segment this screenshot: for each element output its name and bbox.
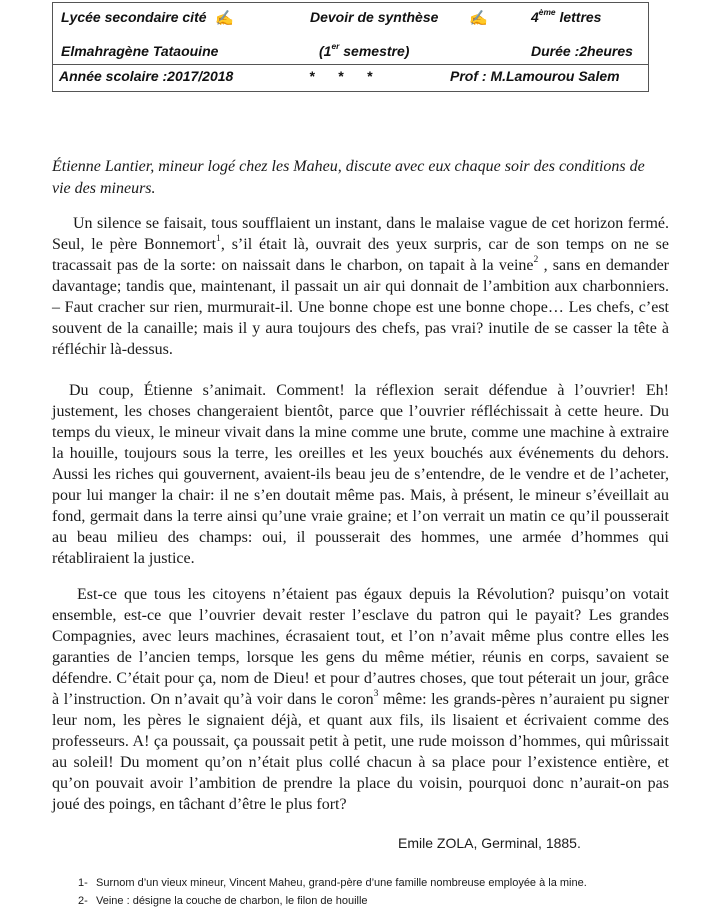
class-superscript: ème (538, 7, 556, 18)
footnote-number: 1- (78, 877, 88, 889)
footnote-number: 2- (78, 895, 88, 907)
paragraph-3-part-a: Est-ce que tous les citoyens n’étaient pas égaux depuis la Révolution? puisqu’on votait ensemble, est-ce que l’ouvrier devait rester l’esclave du patron qui le payait? Les grandes Compagnies, avec leurs machines, écrasaient tout, et l’on n’avait même plus contre elles les garanties de l’ancien temps, lorsque les gens du même métier, réunis en corps, savaient se défendre. C’était pour ça, nom de Dieu! et pour d’autres choses, que tout péterait un jour, grâce à l’instruction. On n’avait qu’à voir dans le coron (52, 586, 669, 708)
school-year: Année scolaire :2017/2018 (59, 68, 234, 84)
class-number: 4 (531, 9, 539, 25)
header-row-3 (53, 64, 648, 92)
footnote-ref-3: 3 (373, 688, 379, 700)
footnotes-list (78, 874, 587, 910)
town-name: Elmahragène Tataouine (61, 43, 219, 59)
footnote-item (78, 874, 587, 892)
teacher-name: Prof : M.Lamourou Salem (450, 68, 620, 84)
paragraph-3-part-b: même: les grands-pères n’auraient pu signer leur nom, les pères le signaient déjà, et quant aux fils, ils lisaient et écrivaient comme des professeurs. A! ça poussait, ça poussait petit à petit, une rude moisson d’hommes, qui mûrissait au soleil! Du moment qu’on n’était plus collé chacun à sa place pour l’existence entière, et qu’on pouvait avoir l’ambition de prendre la place du voisin, pourquoi donc n’aurait-on pas joué des poings, en tâchant d’être le plus fort? (52, 691, 669, 813)
paragraph-2 (52, 380, 669, 569)
footnote-ref-2: 2 (533, 254, 539, 266)
footnote-item (78, 892, 587, 910)
header-row-1 (53, 9, 648, 29)
class-level (531, 9, 601, 25)
class-rest: lettres (555, 9, 602, 25)
separator-stars: * * * (309, 68, 373, 84)
footnote-text: Veine : désigne la couche de charbon, le filon de houille (96, 895, 368, 907)
semester-superscript: er (331, 41, 340, 52)
intro-text: Étienne Lantier, mineur logé chez les Maheu, discute avec eux chaque soir des conditions de vie des mineurs. (52, 158, 645, 197)
exam-title: Devoir de synthèse (310, 9, 439, 25)
duration: Durée :2heures (531, 43, 633, 59)
paragraph-3 (52, 584, 669, 815)
semester-rest: semestre) (339, 43, 410, 59)
paragraph-1-part-a: Un silence se faisait, tous soufflaient un instant, dans le malaise vague de cet horizon fermé. Seul, le père Bonnemort (52, 215, 669, 253)
paragraph-1-part-c: , sans en demander davantage; tandis que, maintenant, il passait un air qui donnait de l’ambition aux charbonniers. – Faut cracher sur rien, murmurait-il. Une bonne chope est une bonne chope… Les chefs, c’est souvent de la canaille; mais il y aura toujours des chefs, pas vrai? inutile de se casser la tête à réfléchir là-dessus. (52, 257, 670, 358)
writing-hand-icon: ✍ (215, 10, 234, 27)
paragraph-2-text: Du coup, Étienne s’animait. Comment! la réflexion serait défendue à l’ouvrier! Eh! justement, les choses changeraient bientôt, parce que l’ouvrier réfléchissait à cette heure. Du temps du vieux, le mineur vivait dans la mine comme une brute, comme une machine à extraire la houille, toujours sous la terre, les oreilles et les yeux bouchés aux événements du dehors. Aussi les riches qui gouvernent, avaient-ils beau jeu de s’entendre, de le vendre et de l’acheter, pour lui manger la chair: il ne s’en doutait même pas. Mais, à présent, le mineur s’éveillait au fond, germait dans la terre ainsi qu’une vraie graine; et l’on verrait un matin ce qu’il pousserait au beau milieu des champs: oui, il pousserait des hommes, une armée d’hommes qui rétabliraient la justice. (52, 382, 669, 567)
paragraph-1-part-b: , s’il était là, ouvrait des yeux surpris, car de son temps on ne se tracassait pas de la sorte: on naissait dans le charbon, on tapait à la veine (52, 236, 669, 274)
exam-header (52, 2, 649, 92)
header-row-2 (53, 43, 648, 63)
semester-open: (1 (319, 43, 332, 59)
paragraph-1 (52, 213, 669, 360)
writing-hand-icon: ✍ (469, 10, 488, 27)
semester (319, 43, 409, 59)
school-name: Lycée secondaire cité (61, 9, 207, 25)
footnote-text: Surnom d’un vieux mineur, Vincent Maheu, grand-père d’une famille nombreuse employée à la mine. (96, 877, 587, 889)
source-attribution: Emile ZOLA, Germinal, 1885. (398, 835, 581, 851)
footnote-ref-1: 1 (216, 233, 221, 245)
